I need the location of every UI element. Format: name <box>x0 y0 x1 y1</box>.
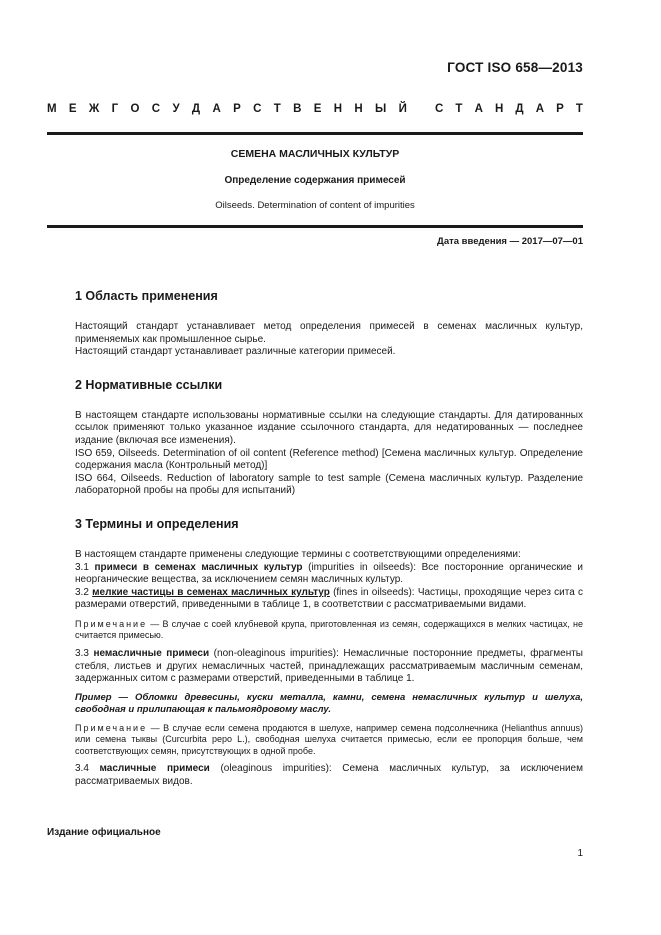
banner-word-standard <box>435 103 583 115</box>
term-3-3 <box>75 648 583 686</box>
term-definition: (non-oleaginous impurities): Немасличные посторонние предметы, фрагменты стебля, листьев и других немасличных частей, принадлежащих рассматриваемым масличным семенам, задержанных ситом с размерами отверстий, приведенными в таблице 1. <box>75 647 583 685</box>
banner-word-interstate <box>47 103 407 115</box>
term-name: масличные примеси <box>99 763 210 775</box>
banner-letter: Н <box>333 103 343 115</box>
term-number: 3.1 <box>75 561 95 573</box>
term-3-4 <box>75 763 583 788</box>
banner-letter: Т <box>455 103 463 115</box>
document-title-english: Oilseeds. Determination of content of impurities <box>215 200 415 211</box>
banner-letter: Д <box>515 103 524 115</box>
banner-letter: Е <box>313 103 322 115</box>
banner-letter: Ж <box>88 103 100 115</box>
term-name: примеси в семенах масличных культур <box>94 561 303 573</box>
term-number: 3.4 <box>75 763 100 775</box>
note-text: — В случае с соей клубневой крупа, приготовленная из семян, содержащихся в мелких частицах, не считается примесью. <box>75 618 583 641</box>
banner-letter: Т <box>273 103 281 115</box>
banner-letter: Е <box>68 103 77 115</box>
note-label: Примечание <box>75 618 148 629</box>
banner-letter: У <box>172 103 180 115</box>
term-name: мелкие частицы в семенах масличных культур <box>92 586 330 598</box>
banner-letter: А <box>212 103 221 115</box>
section-1-paragraph: Настоящий стандарт устанавливает различные категории примесей. <box>75 346 396 358</box>
term-definition: (impurities in oilseeds): Все посторонние органические и неорганические вещества, за исключением семян масличных культур. <box>75 561 583 586</box>
document-number: ГОСТ ISO 658—2013 <box>447 60 583 75</box>
page-number: 1 <box>577 848 583 859</box>
interstate-standard-banner <box>47 103 583 115</box>
section-1-heading: 1 Область применения <box>75 289 218 303</box>
banner-letter: Н <box>354 103 363 115</box>
banner-letter: Й <box>398 103 407 115</box>
banner-letter: В <box>293 103 302 115</box>
document-title: СЕМЕНА МАСЛИЧНЫХ КУЛЬТУР <box>230 148 400 160</box>
official-edition-label: Издание официальное <box>47 827 161 838</box>
section-1-paragraph: Настоящий стандарт устанавливает метод определения примесей в семенах масличных культур, применяемых как промышленное сырье. <box>75 321 583 345</box>
term-3-2 <box>75 587 583 612</box>
section-2-heading: 2 Нормативные ссылки <box>75 377 223 392</box>
section-2-paragraph: В настоящем стандарте использованы нормативные ссылки на следующие стандарты. Для датированных ссылок применяют только указанное издание ссылочного стандарта, для недатированных — последнее издание (включая все изменения). <box>75 409 583 446</box>
banner-letter: А <box>535 103 545 115</box>
term-3-1 <box>75 562 583 587</box>
banner-letter: Р <box>556 103 564 115</box>
banner-letter: Т <box>575 103 583 115</box>
document-subtitle: Определение содержания примесей <box>224 175 406 186</box>
term-definition: (fines in oilseeds): Частицы, проходящие через сита с размерами отверстий, приведенными в таблице 1, в соответствии с рассматриваемыми видами. <box>75 586 583 611</box>
banner-letter: А <box>474 103 483 115</box>
section-3-intro: В настоящем стандарте применены следующие термины с соответствующими определениями: <box>75 548 521 560</box>
banner-letter: Н <box>494 103 504 115</box>
bottom-rule <box>47 225 583 228</box>
document-body <box>75 289 583 788</box>
term-definition: (oleaginous impurities): Семена масличных культур, за исключением рассматриваемых видов. <box>75 763 583 787</box>
note-1 <box>75 619 583 642</box>
banner-letter: Р <box>233 103 241 115</box>
note-label: Примечание <box>75 722 148 733</box>
example: Пример — Обломки древесины, куски металла, камни, семена немасличных культур и шелуха, свободная и прилипающая к пальмоядровому маслу. <box>75 691 583 715</box>
banner-letter: Г <box>111 103 119 115</box>
banner-letter: Ы <box>375 103 387 115</box>
banner-letter: О <box>130 103 140 115</box>
section-2-reference: ISO 664, Oilseeds. Reduction of laboratory sample to test sample (Семена масличных культур. Разделение лабораторной пробы на пробы для испытаний) <box>75 472 583 497</box>
banner-letter: С <box>435 103 444 115</box>
section-3-heading: 3 Термины и определения <box>75 516 239 531</box>
introduction-date: Дата введения — 2017—07—01 <box>437 236 583 247</box>
term-number: 3.3 <box>75 647 94 659</box>
section-2-reference: ISO 659, Oilseeds. Determination of oil content (Reference method) [Семена масличных культур. Определение содержания масла (Контрольный метод)] <box>75 447 583 472</box>
banner-letter: М <box>47 103 57 115</box>
banner-letter: С <box>151 103 161 115</box>
banner-letter: С <box>253 103 262 115</box>
top-rule <box>47 132 583 135</box>
term-number: 3.2 <box>75 586 93 598</box>
note-text: — В случае если семена продаются в шелухе, например семена подсолнечника (Helianthus annuus) или семена тыквы (Curcurbita pepo L.), свободная шелуха считается примесью, если ее пропорция больше, чем соответствующих семян, присутствующих в одной пробе. <box>75 722 583 756</box>
banner-letter: Д <box>191 103 201 115</box>
note-2 <box>75 723 583 758</box>
term-name: немасличные примеси <box>93 647 210 659</box>
